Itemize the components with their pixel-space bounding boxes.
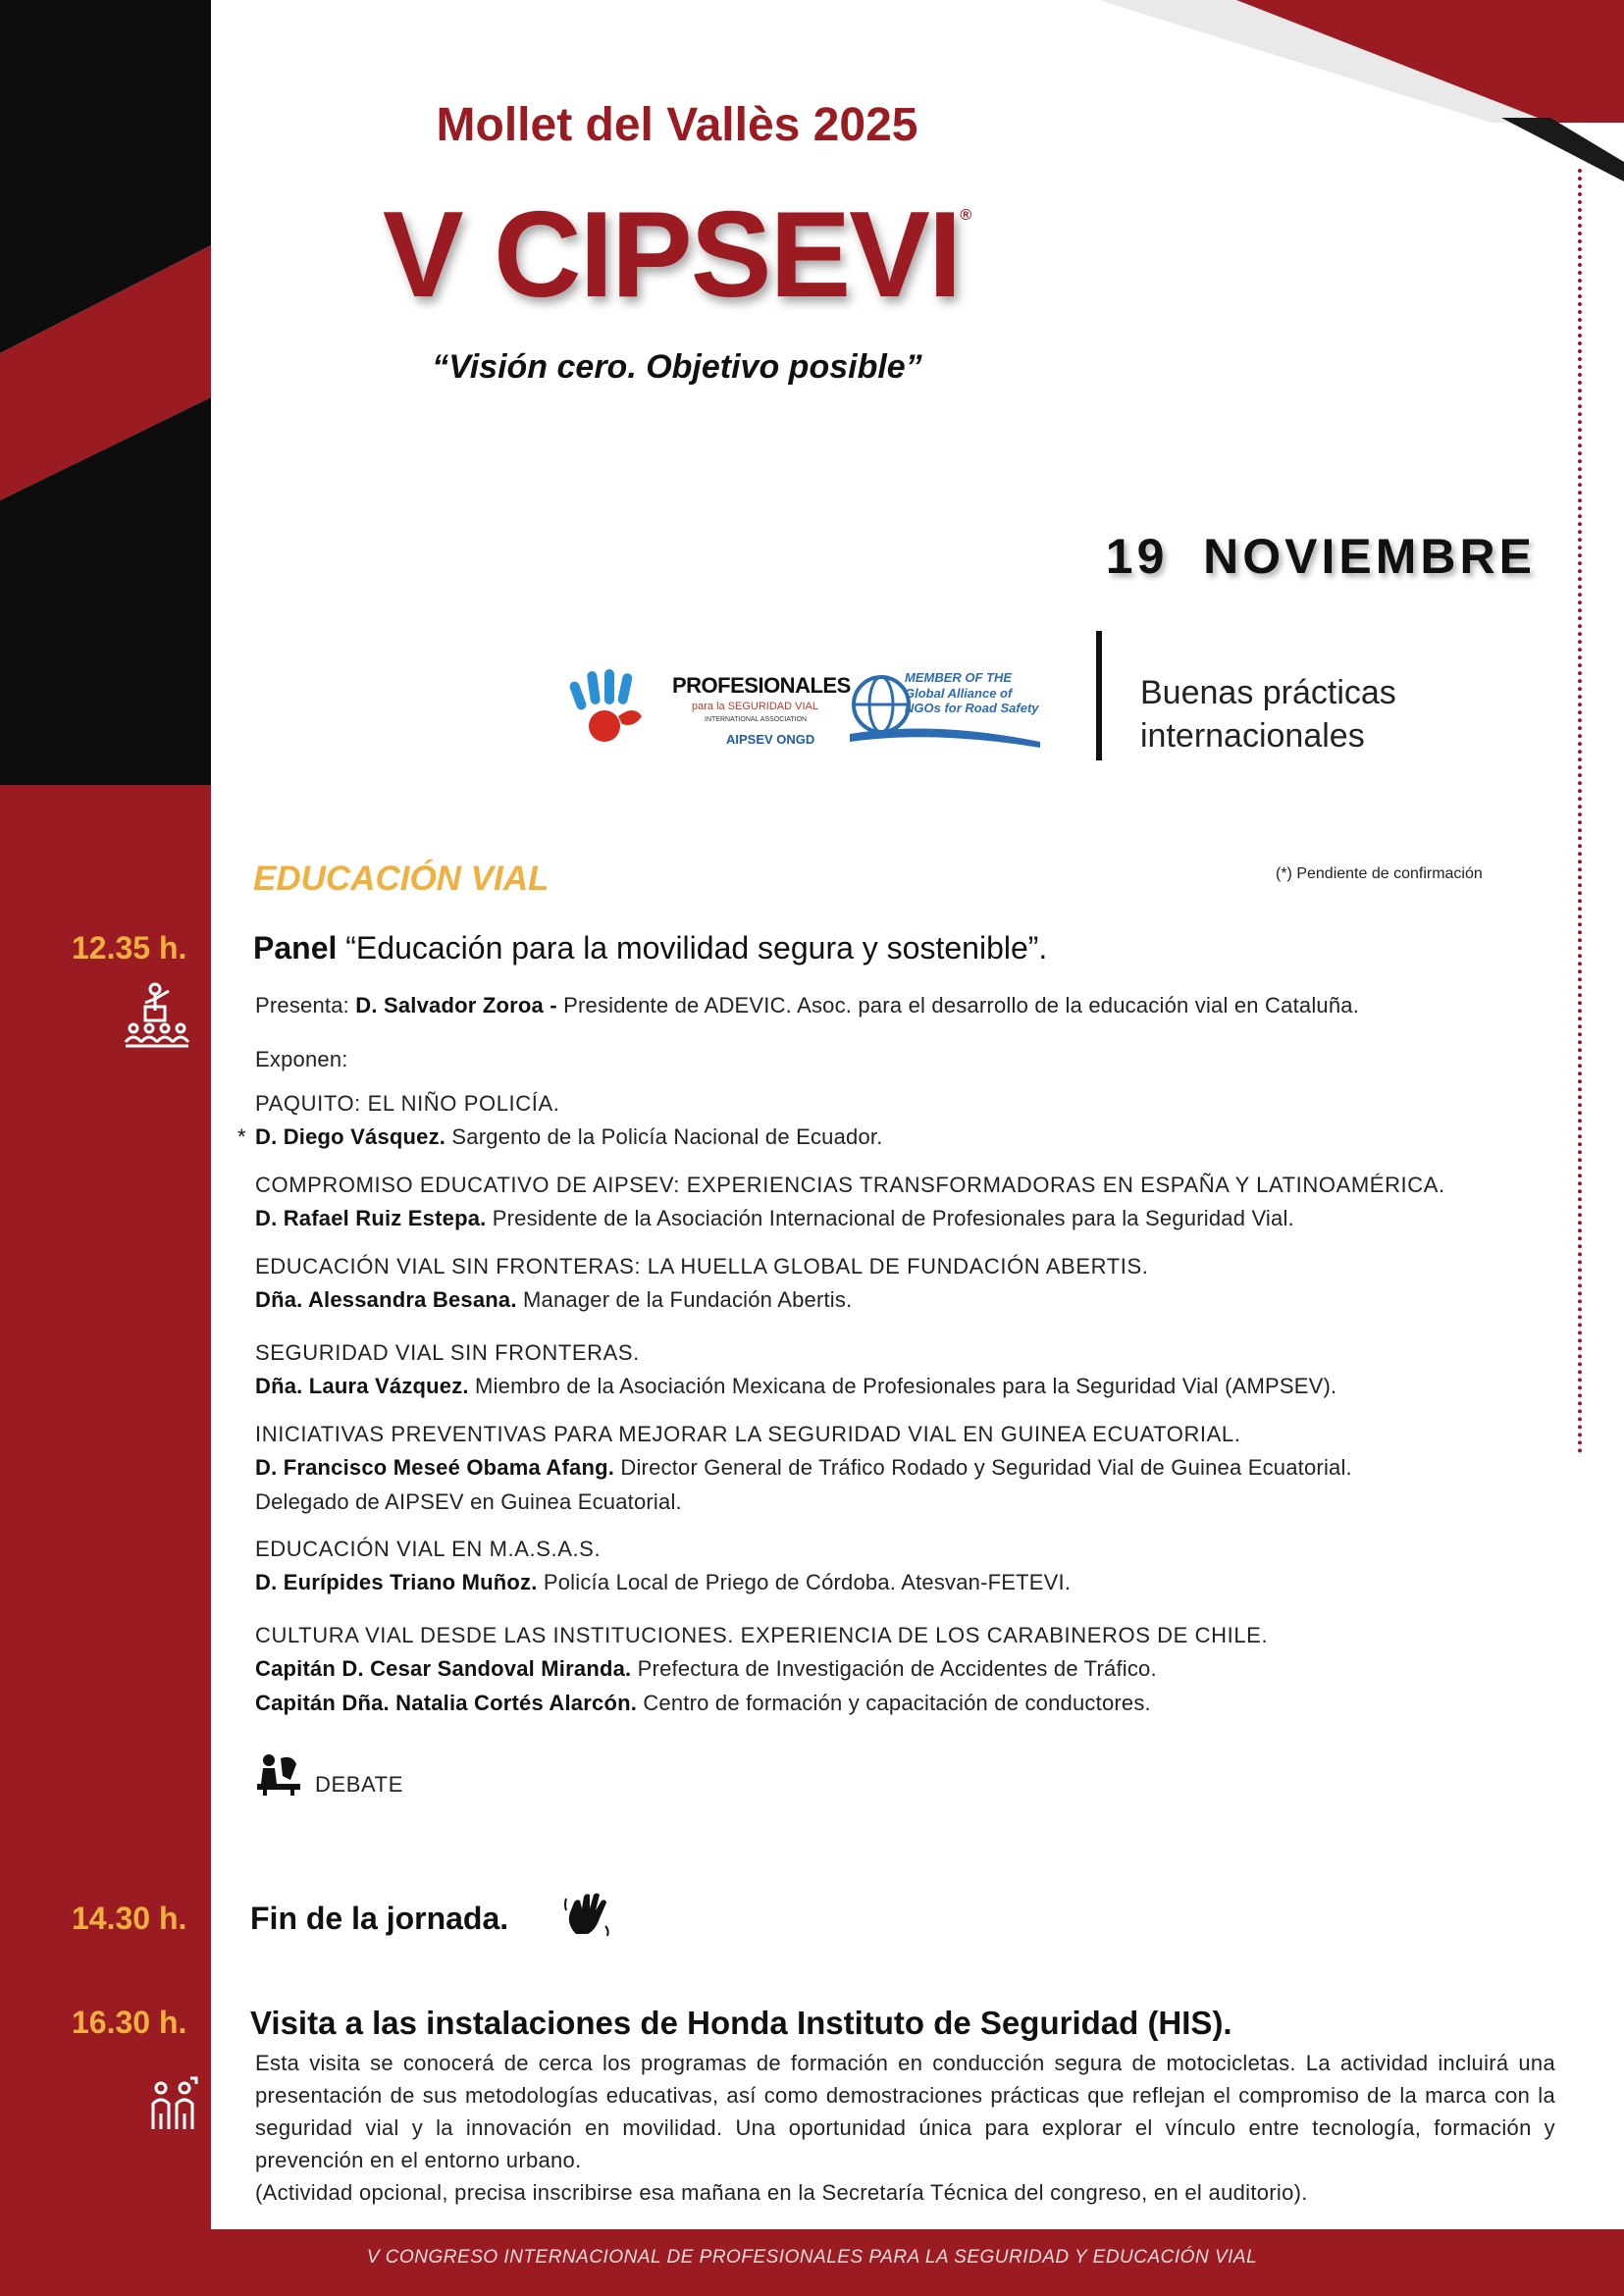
logo2-line3: NGOs for Road Safety — [905, 701, 1039, 716]
event-slogan: “Visión cero. Objetivo posible” — [432, 348, 922, 386]
talk-speaker-extra: Delegado de AIPSEV en Guinea Ecuatorial. — [255, 1489, 682, 1514]
visit-body-text: Esta visita se conocerá de cerca los programas de formación en conducción segura de motocicletas. La actividad incluirá una presentación de sus metodologías educativas, así como demostraciones prácticas que reflejan el compromiso de la marca con la seguridad vial y la innovación en movilidad. Una oportunidad única para explorar el vínculo entre tecnología, formación y prevención en el entorno urbano. — [255, 2051, 1555, 2172]
debate-label: DEBATE — [315, 1772, 403, 1797]
talk-topic: PAQUITO: EL NIÑO POLICÍA. — [255, 1091, 560, 1116]
talk-topic: EDUCACIÓN VIAL EN M.A.S.A.S. — [255, 1537, 602, 1561]
waving-hand-icon — [562, 1889, 613, 1940]
logo1-title: PROFESIONALES — [672, 673, 851, 698]
talk-topic: COMPROMISO EDUCATIVO DE AIPSEV: EXPERIENCIAS TRANSFORMADORAS EN ESPAÑA Y LATINOAMÉRICA. — [255, 1173, 1445, 1197]
theme-subtitle — [1140, 671, 1464, 757]
logo1-association: INTERNATIONAL ASSOCIATION — [705, 716, 808, 723]
logo1-ongd: AIPSEV ONGD — [726, 732, 815, 747]
talk-speaker: D. Francisco Meseé Obama Afang. Director General de Tráfico Rodado y Seguridad Vial de Guinea Ecuatorial. — [255, 1455, 1352, 1480]
talk-speaker: Dña. Alessandra Besana. Manager de la Fundación Abertis. — [255, 1287, 853, 1312]
logo1-subtitle: para la SEGURIDAD VIAL — [692, 701, 818, 712]
vertical-separator — [1096, 631, 1102, 760]
panel-title: Panel “Educación para la movilidad segura y sostenible”. — [253, 930, 1048, 965]
pending-star: * — [237, 1124, 246, 1149]
talk-topic: INICIATIVAS PREVENTIVAS PARA MEJORAR LA SEGURIDAD VIAL EN GUINEA ECUATORIAL. — [255, 1422, 1241, 1446]
talk-speaker: D. Eurípides Triano Muñoz. Policía Local de Priego de Córdoba. Atesvan-FETEVI. — [255, 1570, 1072, 1594]
footer-text: V CONGRESO INTERNACIONAL DE PROFESIONALES PARA LA SEGURIDAD Y EDUCACIÓN VIAL — [366, 2247, 1258, 2268]
talk-topic: SEGURIDAD VIAL SIN FRONTERAS. — [255, 1340, 640, 1365]
logo2-line1: MEMBER OF THE — [905, 670, 1013, 685]
group-people-icon — [145, 2074, 202, 2133]
visit-note: (Actividad opcional, precisa inscribirse esa mañana en la Secretaría Técnica del congreso, en el auditorio). — [255, 2180, 1308, 2205]
visit-time: 16.30 h. — [72, 2005, 187, 2040]
presenter-audience-icon — [122, 981, 192, 1052]
presenter-line: Presenta: D. Salvador Zoroa - Presidente de ADEVIC. Asoc. para el desarrollo de la educación vial en Cataluña. — [255, 993, 1360, 1018]
dotted-divider — [1578, 169, 1582, 1454]
exponen-label: Exponen: — [255, 1047, 348, 1071]
event-city-year: Mollet del Vallès 2025 — [436, 99, 918, 151]
talk-speaker: Dña. Laura Vázquez. Miembro de la Asociación Mexicana de Profesionales para la Seguridad Vial (AMPSEV). — [255, 1374, 1337, 1398]
logo2-text — [905, 670, 1042, 716]
end-label: Fin de la jornada. — [250, 1901, 509, 1936]
hands-logo-icon — [569, 665, 657, 754]
talk-speaker: D. Diego Vásquez. Sargento de la Policía Nacional de Ecuador. — [255, 1124, 883, 1149]
debate-icon — [255, 1750, 302, 1798]
talk-topic: EDUCACIÓN VIAL SIN FRONTERAS: LA HUELLA GLOBAL DE FUNDACIÓN ABERTIS. — [255, 1254, 1149, 1278]
talk-speaker: D. Rafael Ruiz Estepa. Presidente de la Asociación Internacional de Profesionales para la Seguridad Vial. — [255, 1206, 1294, 1230]
logo2-line2: Global Alliance of — [905, 685, 1013, 701]
event-date: 19 NOVIEMBRE — [1105, 529, 1536, 584]
theme-subtitle-line2: internacionales — [1140, 717, 1365, 756]
event-brand: V CIPSEVI® — [382, 187, 972, 323]
talk-topic: CULTURA VIAL DESDE LAS INSTITUCIONES. EXPERIENCIA DE LOS CARABINEROS DE CHILE. — [255, 1623, 1269, 1647]
section-title: EDUCACIÓN VIAL — [253, 860, 550, 898]
pending-note: (*) Pendiente de confirmación — [1276, 865, 1483, 882]
panel-time: 12.35 h. — [72, 930, 187, 965]
end-time: 14.30 h. — [72, 1901, 187, 1936]
talk-speaker: Capitán D. Cesar Sandoval Miranda. Prefectura de Investigación de Accidentes de Tráfico. — [255, 1656, 1157, 1681]
visit-title: Visita a las instalaciones de Honda Instituto de Seguridad (HIS). — [250, 2005, 1232, 2041]
theme-subtitle-line1: Buenas prácticas — [1140, 674, 1396, 711]
talk-speaker: Capitán Dña. Natalia Cortés Alarcón. Centro de formación y capacitación de conductores. — [255, 1691, 1151, 1715]
visit-description — [255, 2047, 1555, 2209]
